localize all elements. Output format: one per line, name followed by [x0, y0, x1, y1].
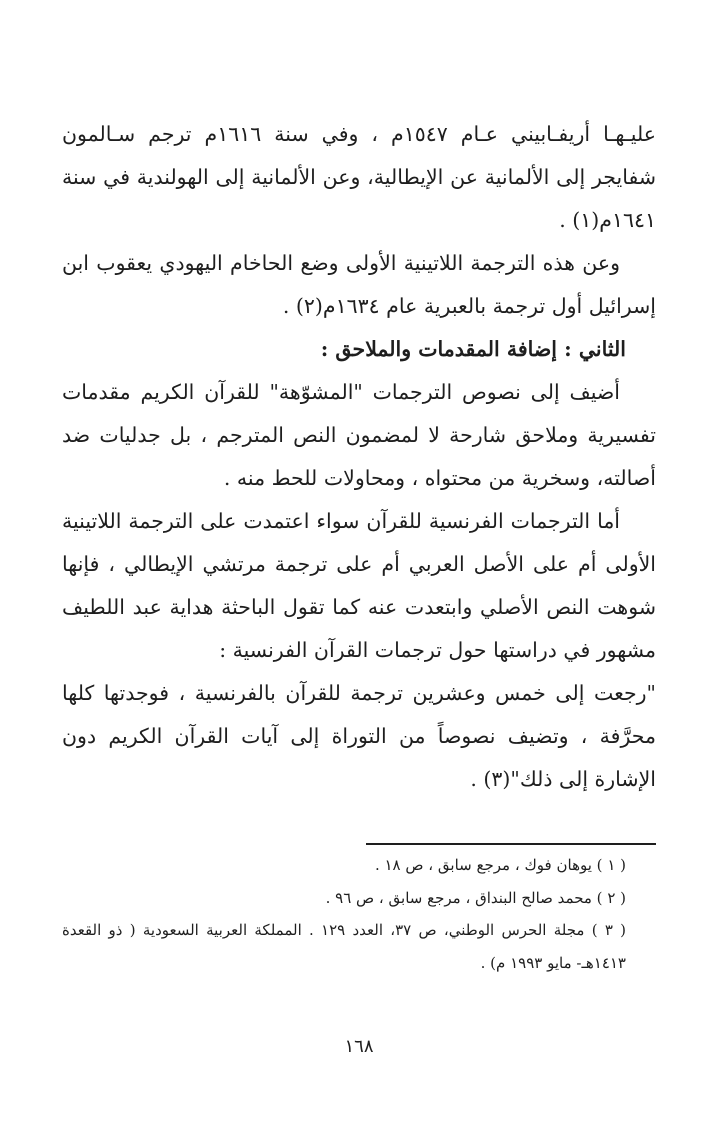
- section-heading: الثاني : إضافة المقدمات والملاحق :: [320, 337, 626, 361]
- paragraph-2: وعن هذه الترجمة اللاتينية الأولى وضع الحاخام اليهودي يعقوب ابن إسرائيل أول ترجمة بالعبرية عام ١٦٣٤م(٢) .: [62, 251, 656, 318]
- paragraph-1: عليـهـا أريفـابيني عـام ١٥٤٧م ، وفي سنة ١٦١٦م ترجم سـالمون شفايجر إلى الألمانية عن الإيطالية، وعن الألمانية إلى الهولندية في سنة ١٦٤١م(١) .: [62, 122, 656, 232]
- footnote-divider: [366, 843, 656, 845]
- page-number: ١٦٨: [344, 1036, 374, 1057]
- footnotes: [62, 849, 656, 979]
- footnote-2: ( ٢ ) محمد صالح البنداق ، مرجع سابق ، ص ٩٦ .: [325, 888, 626, 907]
- paragraph-3: أضيف إلى نصوص الترجمات "المشوّهة" للقرآن الكريم مقدمات تفسيرية وملاحق شارحة لا لمضمون النص المترجم ، بل جدليات ضد أصالته، وسخرية من محتواه ، ومحاولات للحط منه .: [62, 380, 656, 490]
- paragraph-4: أما الترجمات الفرنسية للقرآن سواء اعتمدت على الترجمة اللاتينية الأولى أم على الأصل العربي أم على ترجمة مرتشي الإيطالي ، فإنها شوهت النص الأصلي وابتعدت عنه كما تقول الباحثة هداية عبد اللطيف مشهور في دراستها حول ترجمات القرآن الفرنسية :: [62, 509, 656, 662]
- footnote-1: ( ١ ) يوهان فوك ، مرجع سابق ، ص ١٨ .: [374, 856, 626, 874]
- main-text: [62, 113, 656, 801]
- footnote-3: ( ٣ ) مجلة الحرس الوطني، ص ٣٧، العدد ١٢٩ . المملكة العربية السعودية ( ذو القعدة ١٤١٣هـ- مايو ١٩٩٣ م) .: [62, 921, 627, 972]
- quotation: "رجعت إلى خمس وعشرين ترجمة للقرآن بالفرنسية ، فوجدتها كلها محرَّفة ، وتضيف نصوصاً من التوراة إلى آيات القرآن الكريم دون الإشارة إلى ذلك"(٣) .: [62, 681, 656, 791]
